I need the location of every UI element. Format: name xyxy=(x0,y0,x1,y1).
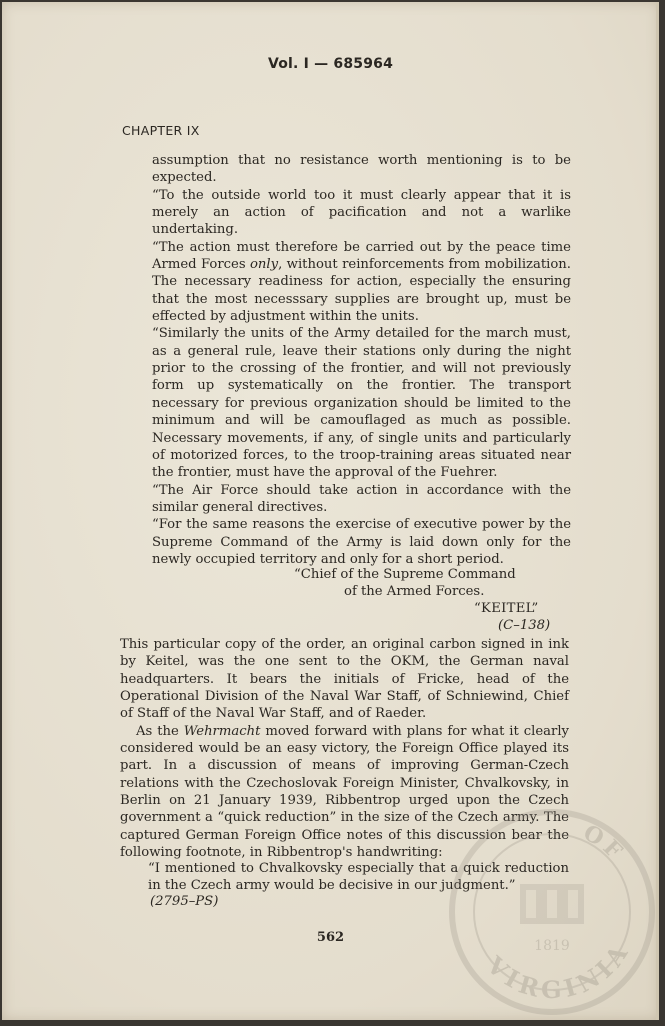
document-page xyxy=(2,2,659,1020)
quote-paragraph: “The Air Force should take action in accordance with the similar general directives. xyxy=(152,482,571,515)
quote-paragraph: “The action must therefore be carried out by the peace time Armed Forces only, without reinforcements from mobilization. The necessary readiness for action, especially the ensuring that the most necesssary supplies are brought up, must be effected by adjustment within the units. xyxy=(152,239,571,325)
document-reference: (C–138) xyxy=(498,618,551,633)
signature-title-line1: “Chief of the Supreme Command xyxy=(294,567,516,582)
page-header: Vol. I — 685964 xyxy=(267,56,394,72)
page-number: 562 xyxy=(316,930,345,945)
quote-paragraph: “For the same reasons the exercise of executive power by the Supreme Command of the Army is laid down only for the newly occupied territory and only for a short period. xyxy=(152,517,571,567)
quoted-order xyxy=(152,152,571,568)
footnote-quote: “I mentioned to Chvalkovsky especially that a quick reduction in the Czech army would be decisive in our judgment.” xyxy=(148,861,569,894)
quote-paragraph: “Similarly the units of the Army detailed for the march must, as a general rule, leave their stations only during the night prior to the crossing of the frontier, and will not previously form up systematically on the frontier. The transport necessary for previous organization should be limited to the minimum and will be camouflaged as much as possible. Necessary movements, if any, of single units and particularly of motorized forces, to the troop-training areas situated near the frontier, must have the approval of the Fuehrer. xyxy=(152,326,571,481)
signature-name: “KEITEL” xyxy=(474,601,539,616)
signature-title-line2: of the Armed Forces. xyxy=(344,584,485,599)
chapter-heading: CHAPTER IX xyxy=(122,123,200,138)
seal-text-bottom: VIRGINIA xyxy=(481,935,636,1005)
seal-text-top: OF xyxy=(578,819,630,867)
body-paragraph: This particular copy of the order, an original carbon signed in ink by Keitel, was the one sent to the OKM, the German naval headquarters. It bears the initials of Fricke, head of the Operational Division of the Naval War Staff, of Schniewind, Chief of Staff of the Naval War Staff, and of Raeder. xyxy=(120,637,569,722)
body-paragraph: As the Wehrmacht moved forward with plans for what it clearly considered would be an easy victory, the Foreign Office played its part. In a discussion of means of improving German-Czech relations with the Czechoslovak Foreign Minister, Chvalkovsky, in Berlin on 21 January 1939, Ribbentrop urged upon the Czech government a “quick reduction” in the size of the Czech army. The captured German Foreign Office notes of this discussion bear the following footnote, in Ribbentrop's handwriting: xyxy=(120,723,570,861)
quote-paragraph: “To the outside world too it must clearly appear that it is merely an action of pacification and not a warlike undertaking. xyxy=(152,187,571,238)
footnote-reference: (2795–PS) xyxy=(150,894,219,909)
seal-year: 1819 xyxy=(534,938,570,954)
university-seal-watermark xyxy=(442,802,659,1020)
quote-paragraph: assumption that no resistance worth mentioning is to be expected. xyxy=(152,153,571,186)
